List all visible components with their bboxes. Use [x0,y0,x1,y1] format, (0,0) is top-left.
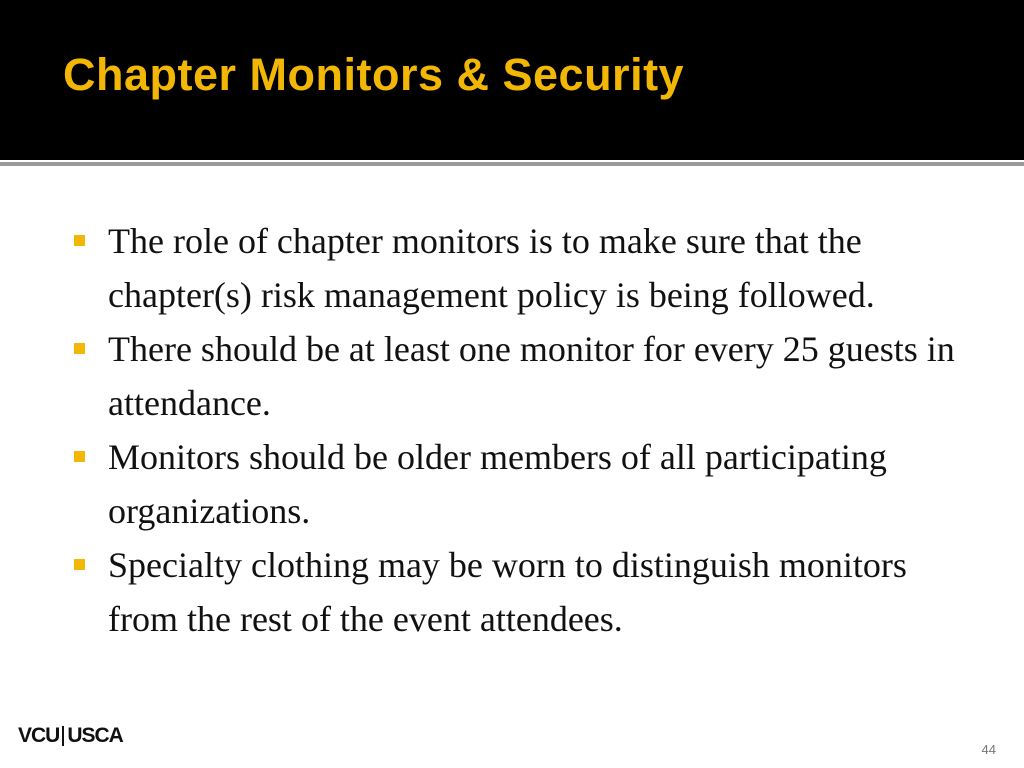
bullet-item [72,538,972,646]
bullet-item [72,430,972,538]
square-bullet-icon [74,343,85,354]
square-bullet-icon [74,559,85,570]
page-number: 44 [981,742,996,757]
bullet-list [72,214,972,646]
vcu-usca-logo [18,724,123,748]
bullet-text: Specialty clothing may be worn to distinguish monitors from the rest of the event attendees. [108,545,907,639]
slide-title: Chapter Monitors & Security [63,49,685,100]
logo-divider [62,726,64,746]
square-bullet-icon [74,235,85,246]
logo-vcu-text: VCU [18,724,60,747]
bullet-item [72,214,972,322]
square-bullet-icon [74,451,85,462]
bullet-text: The role of chapter monitors is to make sure that the chapter(s) risk management policy is being followed. [108,221,875,315]
bullet-item [72,322,972,430]
title-divider [0,162,1024,166]
bullet-text: Monitors should be older members of all participating organizations. [108,437,887,531]
bullet-text: There should be at least one monitor for every 25 guests in attendance. [108,329,955,423]
title-bar [0,0,1024,160]
logo-usca-text: USCA [67,724,123,747]
